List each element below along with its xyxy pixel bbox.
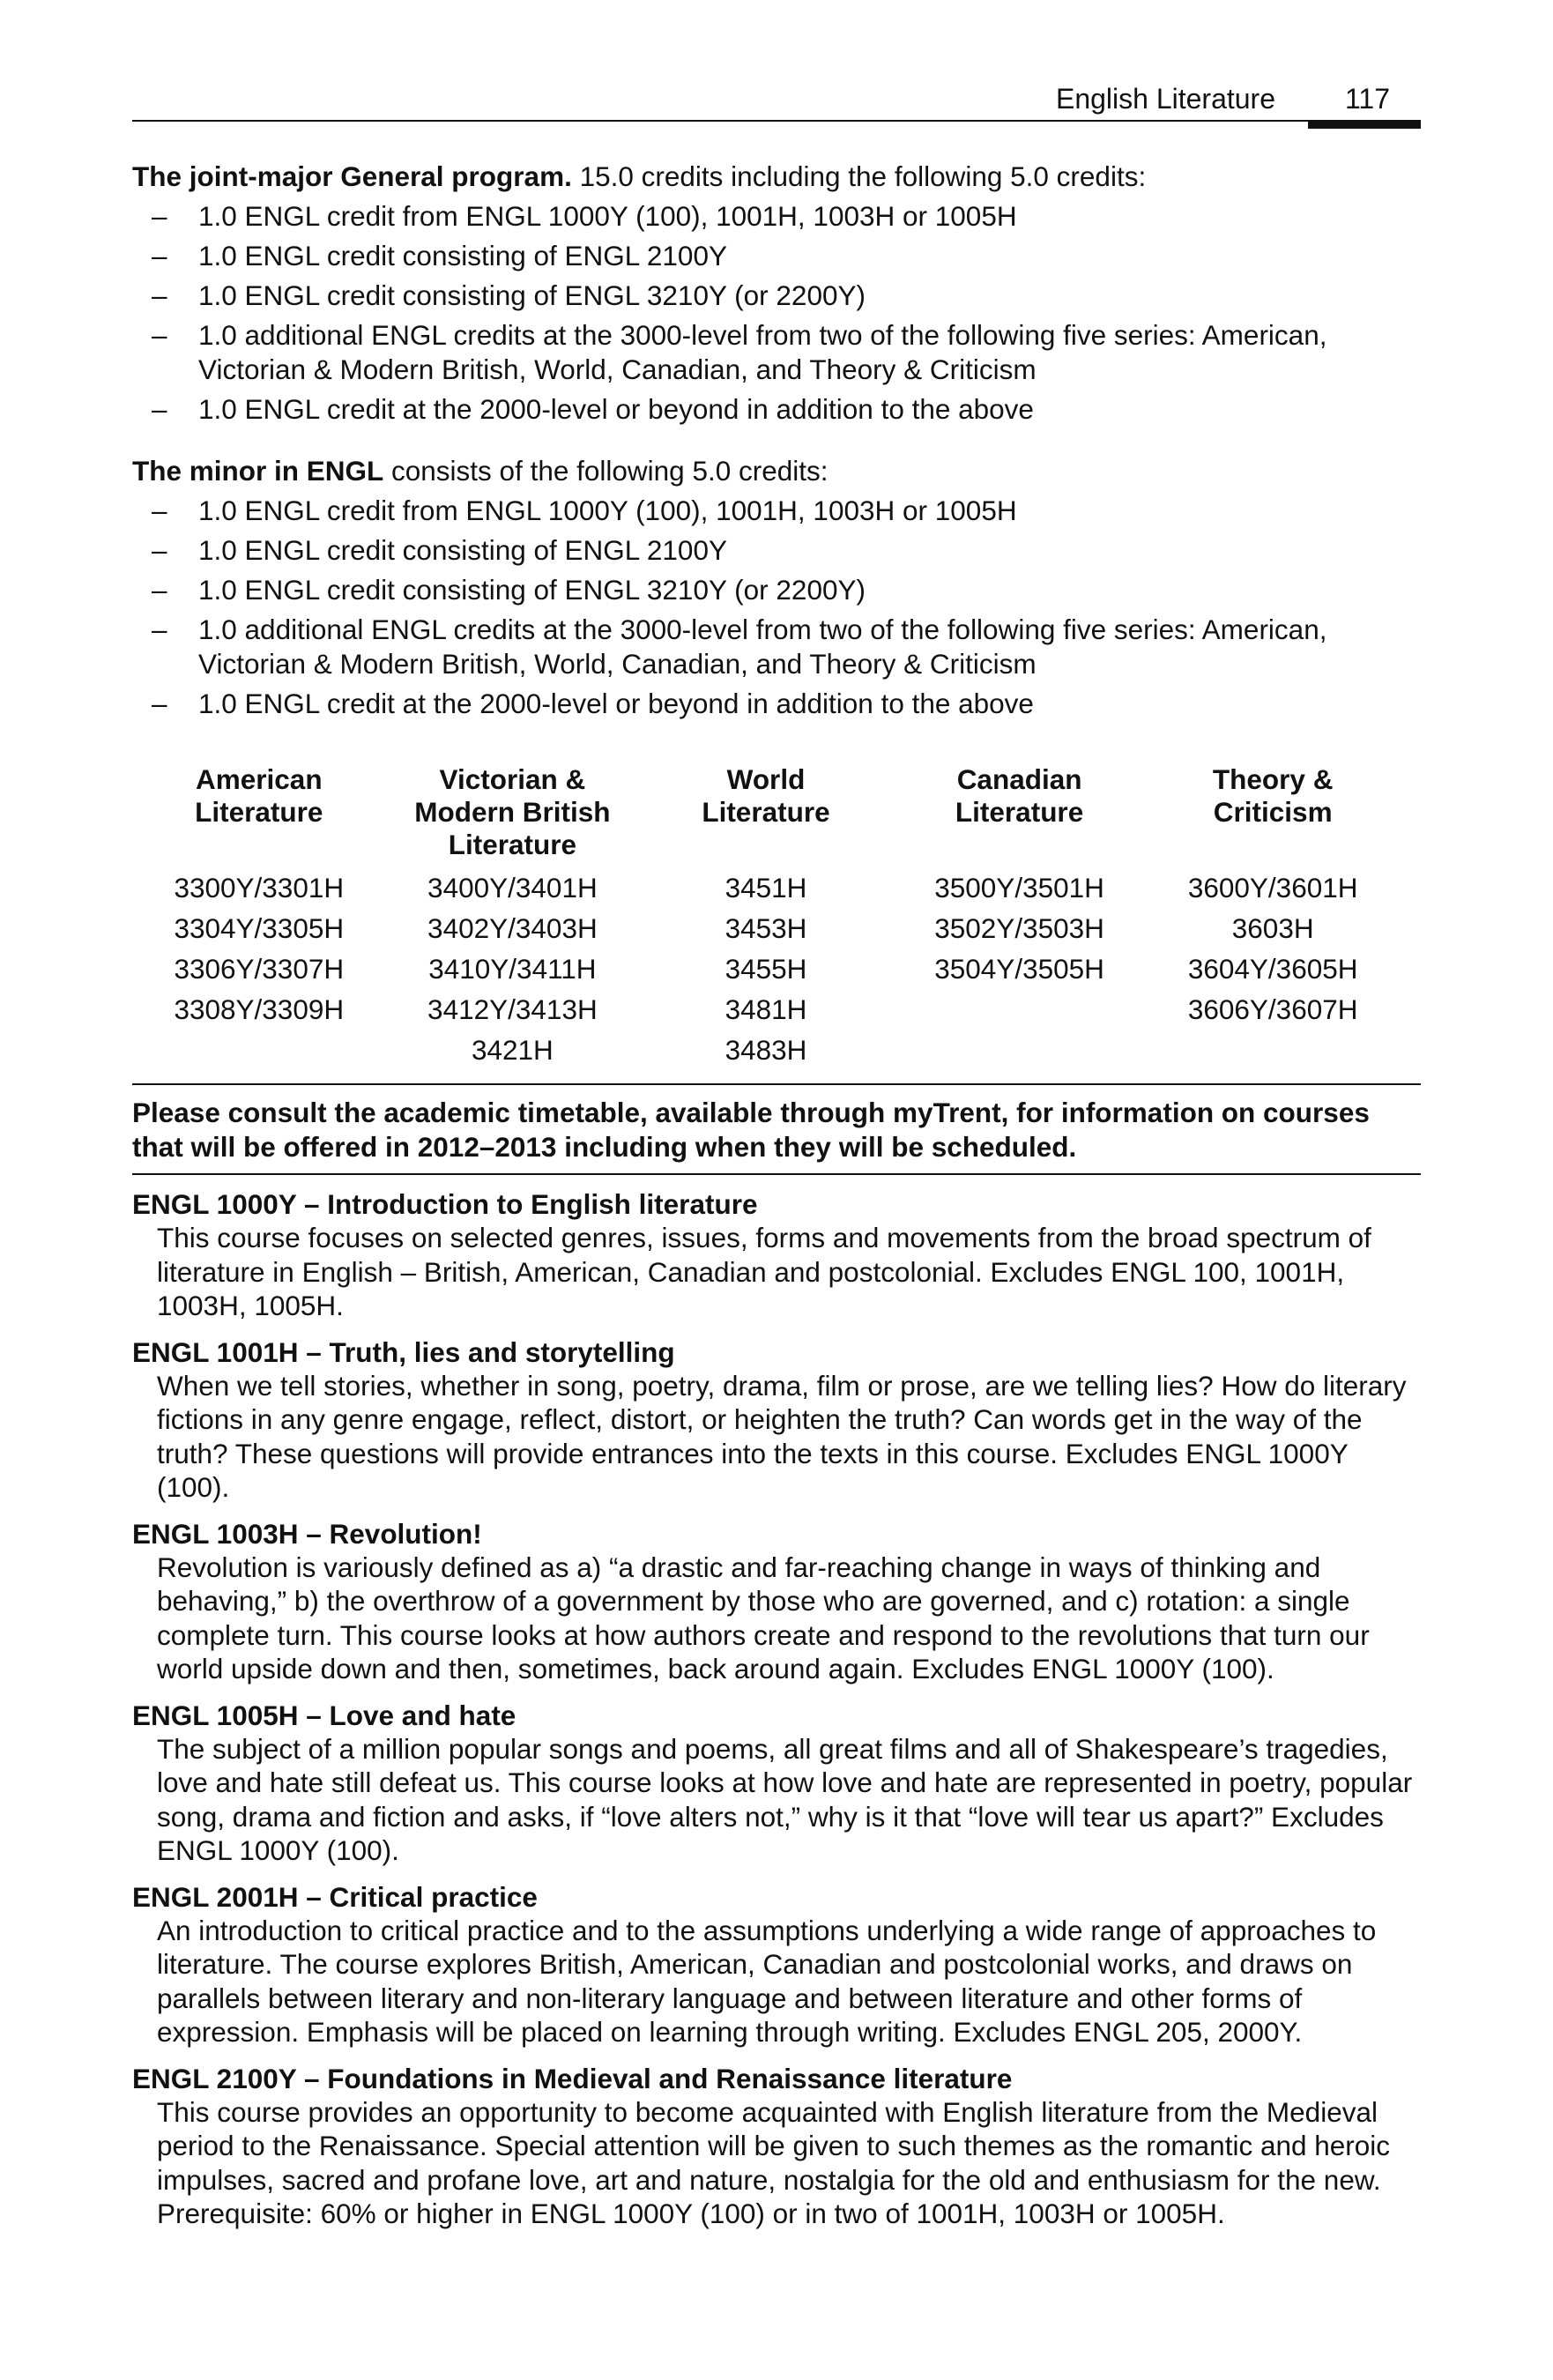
list-item: – 1.0 ENGL credit consisting of ENGL 3210Y (or 2200Y) bbox=[152, 279, 866, 311]
course-title: ENGL 1000Y – Introduction to English literature bbox=[132, 1188, 758, 1220]
course-description: This course provides an opportunity to become acquainted with English literature from the Medieval period to the Renaissance. Special attention will be given to such themes as the romantic and heroic impulses, sacred and profane love, art and nature, nostalgia for the old and enthusiasm for the new. Prerequisite: 60% or higher in ENGL 1000Y (100) or in two of 1001H, 1003H or 1005H. bbox=[157, 2095, 1391, 2229]
table-cell: 3455H bbox=[724, 953, 807, 985]
table-cell: 3410Y/3411H bbox=[428, 953, 597, 985]
course-entry bbox=[132, 1699, 1421, 1868]
header-tab-bar bbox=[1308, 120, 1421, 129]
table-cell: 3500Y/3501H bbox=[934, 872, 1104, 904]
table-cell: 3483H bbox=[724, 1034, 807, 1066]
header-rule bbox=[132, 120, 1421, 122]
table-cell bbox=[1146, 1030, 1400, 1071]
table-cell: 3412Y/3413H bbox=[427, 993, 598, 1025]
joint-major-requirements bbox=[132, 199, 1421, 427]
list-item: – 1.0 additional ENGL credits at the 3000-level from two of the following five series: American, Victorian & Modern British, World, Canadian, and Theory & Criticism bbox=[152, 319, 1327, 385]
table-cell: 3304Y/3305H bbox=[174, 912, 345, 944]
series-table bbox=[132, 763, 1400, 1071]
minor-intro bbox=[132, 453, 1421, 488]
table-row bbox=[132, 990, 1400, 1030]
course-entry bbox=[132, 1187, 1421, 1323]
series-header-theory: Theory & Criticism bbox=[1212, 763, 1334, 828]
table-cell bbox=[132, 1030, 386, 1071]
table-cell: 3603H bbox=[1231, 912, 1314, 944]
table-row bbox=[132, 949, 1400, 990]
course-title: ENGL 1001H – Truth, lies and storytelling bbox=[132, 1335, 675, 1368]
running-header bbox=[132, 81, 1421, 134]
list-item: – 1.0 ENGL credit from ENGL 1000Y (100), 1001H, 1003H or 1005H bbox=[152, 495, 1017, 526]
course-title: ENGL 1003H – Revolution! bbox=[132, 1517, 482, 1550]
list-item: – 1.0 ENGL credit consisting of ENGL 2100Y bbox=[152, 534, 727, 566]
series-header-row bbox=[132, 763, 1400, 868]
table-cell: 3421H bbox=[471, 1034, 554, 1066]
minor-heading: The minor in ENGL bbox=[132, 455, 384, 487]
course-entry bbox=[132, 1335, 1421, 1505]
table-cell: 3504Y/3505H bbox=[934, 953, 1104, 985]
course-title: ENGL 2100Y – Foundations in Medieval and Renaissance literature bbox=[132, 2062, 1013, 2094]
course-entry bbox=[132, 1880, 1421, 2049]
minor-requirements bbox=[132, 494, 1421, 721]
series-header-canadian: Canadian Literature bbox=[955, 763, 1084, 828]
table-cell: 3502Y/3503H bbox=[934, 912, 1104, 944]
table-cell bbox=[893, 990, 1147, 1030]
table-cell: 3604Y/3605H bbox=[1187, 953, 1358, 985]
table-cell: 3600Y/3601H bbox=[1187, 872, 1358, 904]
table-row bbox=[132, 868, 1400, 909]
joint-major-heading: The joint-major General program. bbox=[132, 160, 572, 192]
table-cell: 3306Y/3307H bbox=[174, 953, 345, 985]
calendar-page bbox=[132, 0, 1421, 2380]
list-item: – 1.0 ENGL credit at the 2000-level or beyond in addition to the above bbox=[152, 393, 1034, 425]
table-cell: 3453H bbox=[724, 912, 807, 944]
notice-bottom-rule bbox=[132, 1173, 1421, 1175]
series-header-victorian: Victorian & Modern British Literature bbox=[414, 763, 611, 860]
list-item: – 1.0 ENGL credit at the 2000-level or beyond in addition to the above bbox=[152, 688, 1034, 719]
course-entry bbox=[132, 2062, 1421, 2231]
list-item: – 1.0 additional ENGL credits at the 3000-level from two of the following five series: American, Victorian & Modern British, World, Canadian, and Theory & Criticism bbox=[152, 614, 1327, 680]
joint-major-intro bbox=[132, 159, 1421, 194]
course-description: An introduction to critical practice and to the assumptions underlying a wide range of approaches to literature. The course explores British, American, Canadian and postcolonial works, and draws on parallels between literary and non-literary language and between literature and other forms of expression. Emphasis will be placed on learning through writing. Excludes ENGL 205, 2000Y. bbox=[157, 1914, 1377, 2048]
list-item: – 1.0 ENGL credit from ENGL 1000Y (100), 1001H, 1003H or 1005H bbox=[152, 200, 1017, 232]
table-cell: 3400Y/3401H bbox=[427, 872, 598, 904]
minor-intro-text: consists of the following 5.0 credits: bbox=[383, 455, 829, 487]
series-header-american: American Literature bbox=[195, 763, 323, 828]
table-cell: 3300Y/3301H bbox=[174, 872, 345, 904]
course-title: ENGL 1005H – Love and hate bbox=[132, 1699, 516, 1731]
table-cell: 3308Y/3309H bbox=[174, 993, 345, 1025]
series-header-world: World Literature bbox=[702, 763, 830, 828]
table-row bbox=[132, 1030, 1400, 1071]
table-cell: 3606Y/3607H bbox=[1187, 993, 1358, 1025]
timetable-notice: Please consult the academic timetable, available through myTrent, for information on courses that will be offered in 2012–2013 including when they will be scheduled. bbox=[132, 1097, 1370, 1163]
table-cell: 3402Y/3403H bbox=[427, 912, 598, 944]
table-row bbox=[132, 909, 1400, 949]
joint-major-intro-text: 15.0 credits including the following 5.0 credits: bbox=[571, 160, 1147, 192]
course-title: ENGL 2001H – Critical practice bbox=[132, 1880, 538, 1913]
course-description: When we tell stories, whether in song, poetry, drama, film or prose, are we telling lies? How do literary fictions in any genre engage, reflect, distort, or heighten the truth? Can words get in the way of the truth? These questions will provide entrances into the texts in this course. Excludes ENGL 1000Y (100). bbox=[157, 1369, 1407, 1503]
page-content bbox=[132, 159, 1421, 2231]
table-cell: 3481H bbox=[724, 993, 807, 1025]
list-item: – 1.0 ENGL credit consisting of ENGL 2100Y bbox=[152, 240, 727, 271]
table-cell bbox=[893, 1030, 1147, 1071]
course-description: The subject of a million popular songs and poems, all great films and all of Shakespeare’s tragedies, love and hate still defeat us. This course looks at how love and hate are represented in poetry, popular song, drama and fiction and asks, if “love alters not,” why is it that “love will tear us apart?” Excludes ENGL 1000Y (100). bbox=[157, 1732, 1413, 1866]
list-item: – 1.0 ENGL credit consisting of ENGL 3210Y (or 2200Y) bbox=[152, 574, 866, 606]
course-description: Revolution is variously defined as a) “a drastic and far-reaching change in ways of thinking and behaving,” b) the overthrow of a government by those who are governed, and c) rotation: a single complete turn. This course looks at how authors create and respond to the revolutions that turn our world upside down and then, sometimes, back around again. Excludes ENGL 1000Y (100). bbox=[157, 1551, 1370, 1685]
section-title: English Literature bbox=[1055, 83, 1275, 115]
course-description: This course focuses on selected genres, issues, forms and movements from the broad spectrum of literature in English – British, American, Canadian and postcolonial. Excludes ENGL 100, 1001H, 1003H, 1005H. bbox=[157, 1222, 1371, 1321]
course-entry bbox=[132, 1517, 1421, 1686]
page-number: 117 bbox=[1344, 83, 1390, 115]
table-cell: 3451H bbox=[724, 872, 807, 904]
